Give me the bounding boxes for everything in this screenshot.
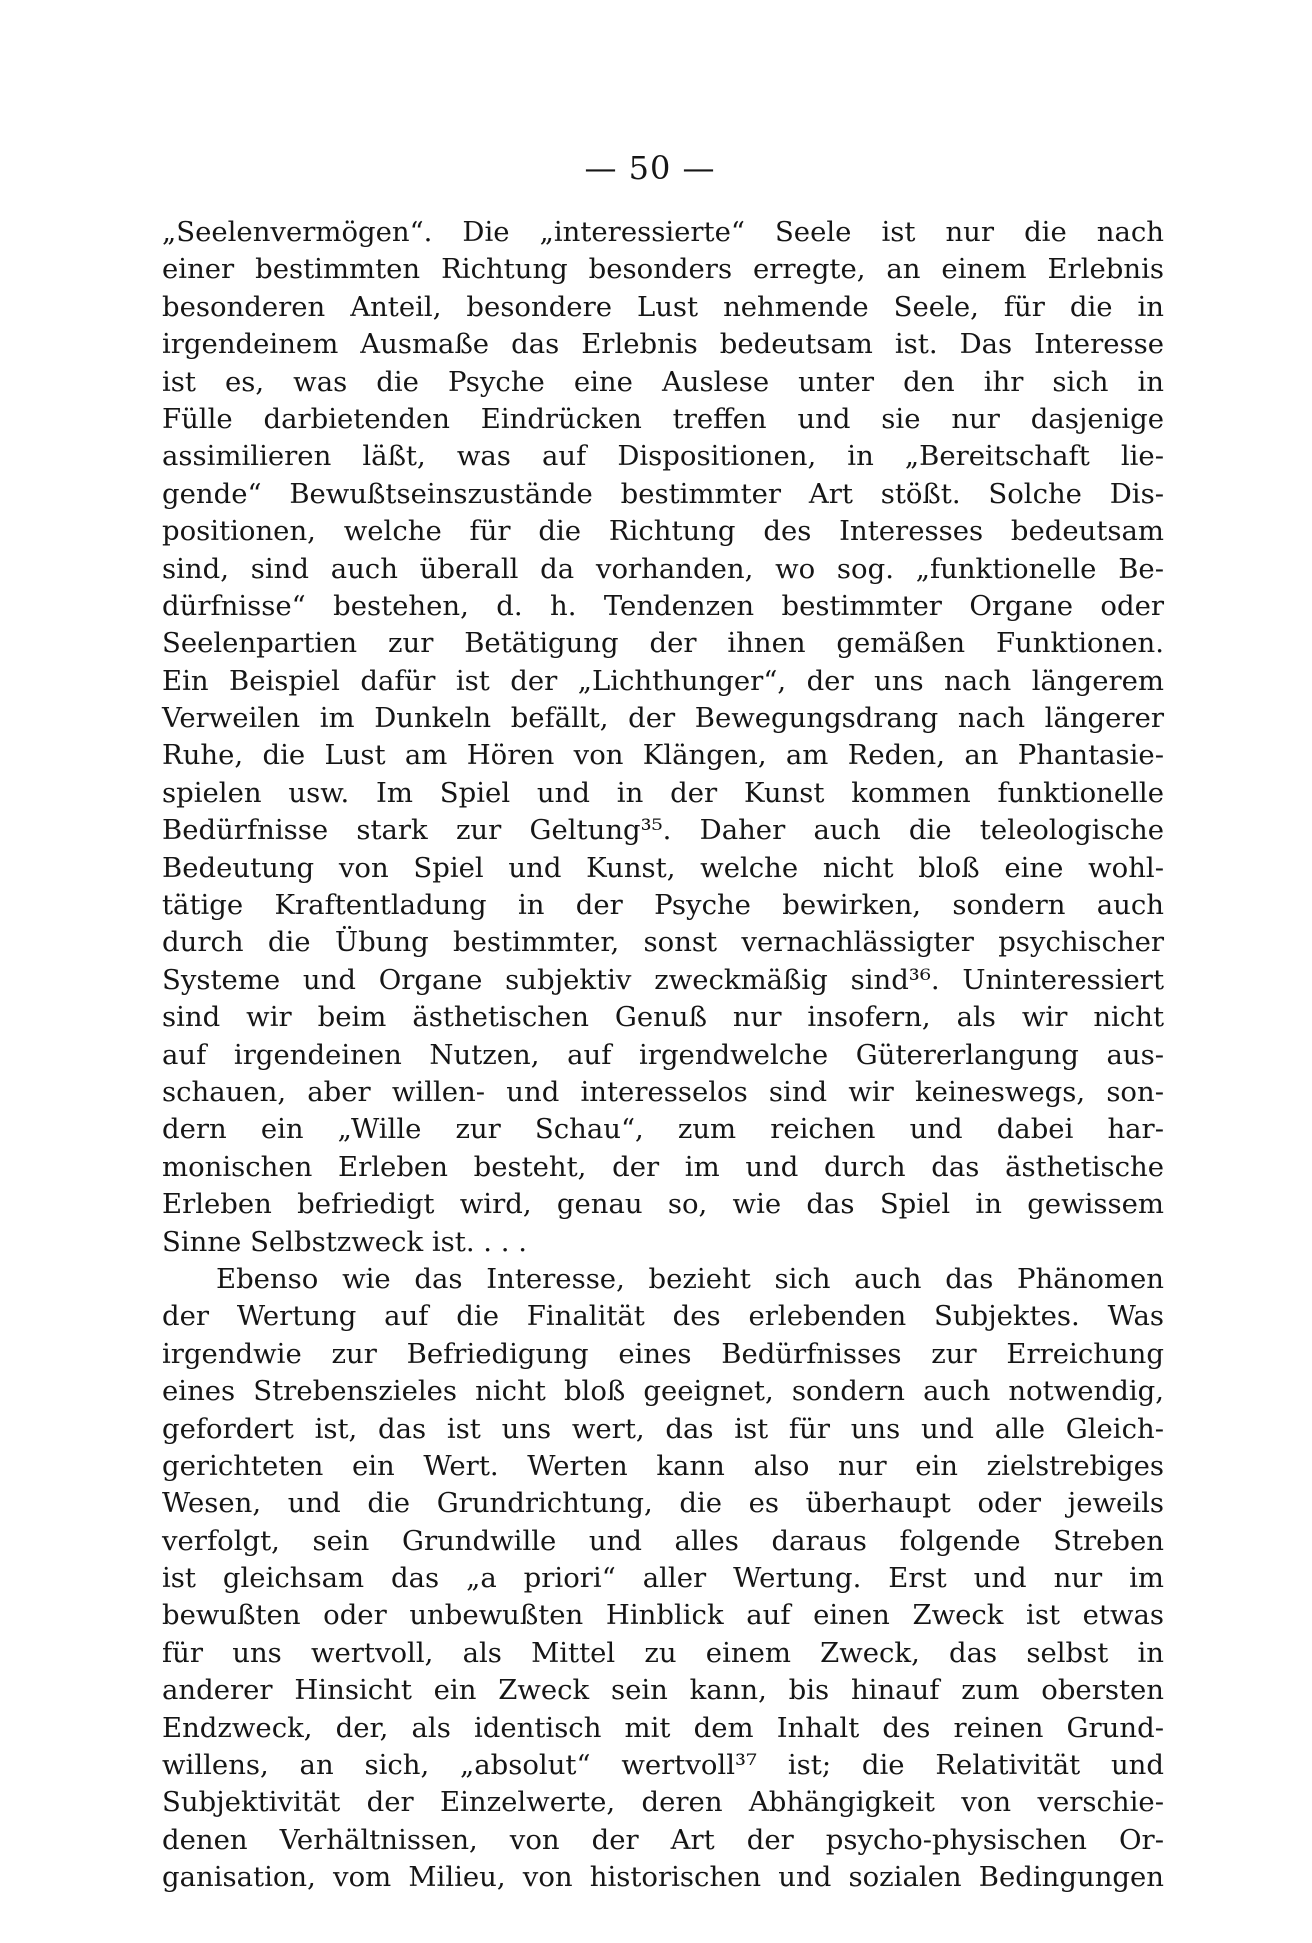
page-number: — 50 — (584, 149, 716, 187)
text-line: Bedeutung von Spiel und Kunst, welche nicht bloß eine wohl- (162, 851, 1164, 884)
text-line: auf irgendeinen Nutzen, auf irgendwelche Gütererlangung aus- (162, 1038, 1164, 1071)
text-line: spielen usw. Im Spiel und in der Kunst kommen funktionelle (162, 776, 1164, 809)
text-line: bewußten oder unbewußten Hinblick auf einen Zweck ist etwas (162, 1599, 1164, 1632)
text-line: sind, sind auch überall da vorhanden, wo sog. „funktionelle Be- (162, 552, 1164, 585)
text-line: denen Verhältnissen, von der Art der psycho-physischen Or- (162, 1823, 1164, 1856)
text-line: dern ein „Wille zur Schau“, zum reichen und dabei har- (162, 1113, 1164, 1146)
text-line: gende“ Bewußtseinszustände bestimmter Art stößt. Solche Dis- (162, 477, 1164, 510)
text-line: „Seelenvermögen“. Die „interessierte“ Seele ist nur die nach (162, 216, 1164, 248)
text-line: irgendwie zur Befriedigung eines Bedürfnisses zur Erreichung (162, 1337, 1164, 1370)
text-line: besonderen Anteil, besondere Lust nehmende Seele, für die in (162, 290, 1164, 323)
text-line: ist es, was die Psyche eine Auslese unter den ihr sich in (162, 365, 1164, 398)
text-line: Systeme und Organe subjektiv zweckmäßig sind³⁶. Uninteressiert (162, 963, 1164, 996)
text-line: assimilieren läßt, was auf Dispositionen, in „Bereitschaft lie- (162, 440, 1164, 473)
text-line: Ein Beispiel dafür ist der „Lichthunger“, der uns nach längerem (162, 664, 1164, 697)
text-line: Endzweck, der, als identisch mit dem Inhalt des reinen Grund- (162, 1711, 1164, 1744)
text-line: gefordert ist, das ist uns wert, das ist für uns und alle Gleich- (162, 1412, 1164, 1445)
text-line: dürfnisse“ bestehen, d. h. Tendenzen bestimmter Organe oder (162, 589, 1164, 622)
text-line: gerichteten ein Wert. Werten kann also nur ein zielstrebiges (162, 1449, 1164, 1482)
text-line: ist gleichsam das „a priori“ aller Wertung. Erst und nur im (162, 1562, 1164, 1595)
paragraph-start-line: Ebenso wie das Interesse, bezieht sich auch das Phänomen (216, 1262, 1164, 1295)
text-line: der Wertung auf die Finalität des erlebenden Subjektes. Was (162, 1300, 1164, 1333)
text-line: tätige Kraftentladung in der Psyche bewirken, sondern auch (162, 889, 1164, 922)
text-line: positionen, welche für die Richtung des Interesses bedeutsam (162, 515, 1164, 548)
paragraph-end-line: Sinne Selbstzweck ist. . . . (162, 1225, 528, 1258)
text-line: monischen Erleben besteht, der im und durch das ästhetische (162, 1150, 1164, 1183)
text-line: Wesen, und die Grundrichtung, die es überhaupt oder jeweils (162, 1487, 1164, 1520)
text-line: anderer Hinsicht ein Zweck sein kann, bis hinauf zum obersten (162, 1674, 1164, 1707)
text-line: Seelenpartien zur Betätigung der ihnen gemäßen Funktionen. (162, 627, 1164, 660)
text-line: Erleben befriedigt wird, genau so, wie das Spiel in gewissem (162, 1188, 1164, 1221)
text-line: Fülle darbietenden Eindrücken treffen und sie nur dasjenige (162, 402, 1164, 435)
text-line: für uns wertvoll, als Mittel zu einem Zweck, das selbst in (162, 1636, 1164, 1669)
text-line: durch die Übung bestimmter, sonst vernachlässigter psychischer (162, 926, 1164, 959)
text-line: Ruhe, die Lust am Hören von Klängen, am Reden, an Phantasie- (162, 739, 1164, 772)
text-line: willens, an sich, „absolut“ wertvoll³⁷ ist; die Relativität und (162, 1749, 1164, 1782)
text-line: einer bestimmten Richtung besonders erregte, an einem Erlebnis (162, 253, 1164, 286)
text-line: verfolgt, sein Grundwille und alles daraus folgende Streben (162, 1524, 1164, 1557)
text-line: ganisation, vom Milieu, von historischen und sozialen Bedingungen (162, 1861, 1164, 1894)
text-line: Bedürfnisse stark zur Geltung³⁵. Daher auch die teleologische (162, 814, 1164, 847)
body-text (162, 214, 1164, 1897)
text-line: eines Strebenszieles nicht bloß geeignet, sondern auch notwendig, (162, 1375, 1164, 1408)
text-line: Verweilen im Dunkeln befällt, der Bewegungsdrang nach längerer (162, 702, 1164, 735)
text-line: schauen, aber willen- und interesselos sind wir keineswegs, son- (162, 1075, 1164, 1108)
text-line: irgendeinem Ausmaße das Erlebnis bedeutsam ist. Das Interesse (162, 328, 1164, 361)
text-line: sind wir beim ästhetischen Genuß nur insofern, als wir nicht (162, 1001, 1164, 1034)
text-line: Subjektivität der Einzelwerte, deren Abhängigkeit von verschie- (162, 1786, 1164, 1819)
